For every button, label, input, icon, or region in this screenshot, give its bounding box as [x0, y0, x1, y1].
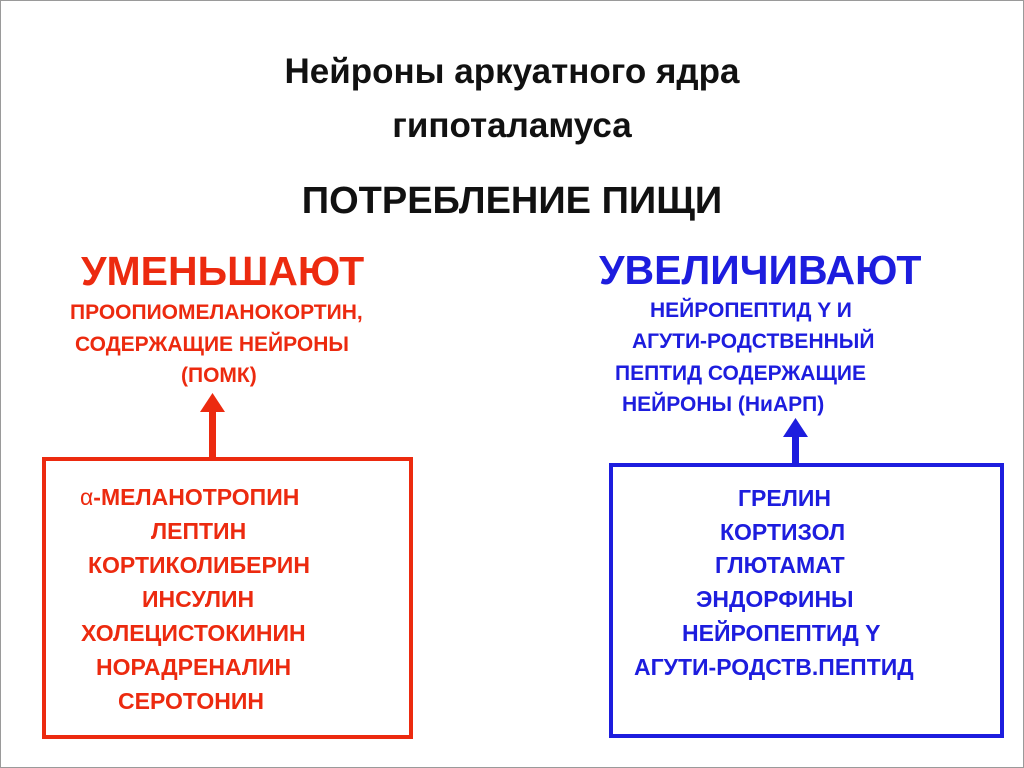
factor-ghrelin: ГРЕЛИН	[738, 485, 831, 511]
arrows	[1, 1, 1023, 767]
heading-decrease: УМЕНЬШАЮТ	[81, 248, 365, 294]
factor-npy: НЕЙРОПЕПТИД Y	[682, 620, 881, 646]
arrow-up-red	[200, 393, 225, 457]
pomc-neurons-line-1: ПРООПИОМЕЛАНОКОРТИН,	[70, 301, 363, 324]
arrow-up-blue	[783, 418, 808, 465]
npy-agrp-neurons-line-3: ПЕПТИД СОДЕРЖАЩИЕ	[615, 362, 866, 385]
pomc-neurons-line-3: (ПОМК)	[181, 364, 257, 387]
npy-agrp-neurons-line-1: НЕЙРОПЕПТИД Y И	[650, 299, 852, 322]
factor-alpha-msh-label: -МЕЛАНОТРОПИН	[93, 484, 300, 510]
subtitle: ПОТРЕБЛЕНИЕ ПИЩИ	[301, 180, 723, 222]
npy-agrp-neurons-line-2: АГУТИ-РОДСТВЕННЫЙ	[632, 330, 875, 353]
title-line-1: Нейроны аркуатного ядра	[284, 52, 740, 91]
factor-noradrenaline: НОРАДРЕНАЛИН	[96, 654, 292, 680]
title-line-2: гипоталамуса	[392, 106, 632, 145]
factor-serotonin: СЕРОТОНИН	[118, 688, 264, 714]
factor-agrp: АГУТИ-РОДСТВ.ПЕПТИД	[634, 654, 914, 680]
factor-endorphins: ЭНДОРФИНЫ	[696, 586, 854, 612]
factor-glutamate: ГЛЮТАМАТ	[715, 552, 845, 578]
pomc-neurons-line-2: СОДЕРЖАЩИЕ НЕЙРОНЫ	[75, 333, 349, 356]
factor-leptin: ЛЕПТИН	[151, 518, 247, 544]
factor-insulin: ИНСУЛИН	[142, 586, 255, 612]
factor-cck: ХОЛЕЦИСТОКИНИН	[81, 620, 306, 646]
alpha-symbol: α	[80, 484, 94, 510]
heading-increase: УВЕЛИЧИВАЮТ	[599, 247, 922, 293]
npy-agrp-neurons-line-4: НЕЙРОНЫ (НиАРП)	[622, 393, 825, 416]
factor-crh: КОРТИКОЛИБЕРИН	[88, 552, 310, 578]
factor-cortisol: КОРТИЗОЛ	[720, 519, 846, 545]
